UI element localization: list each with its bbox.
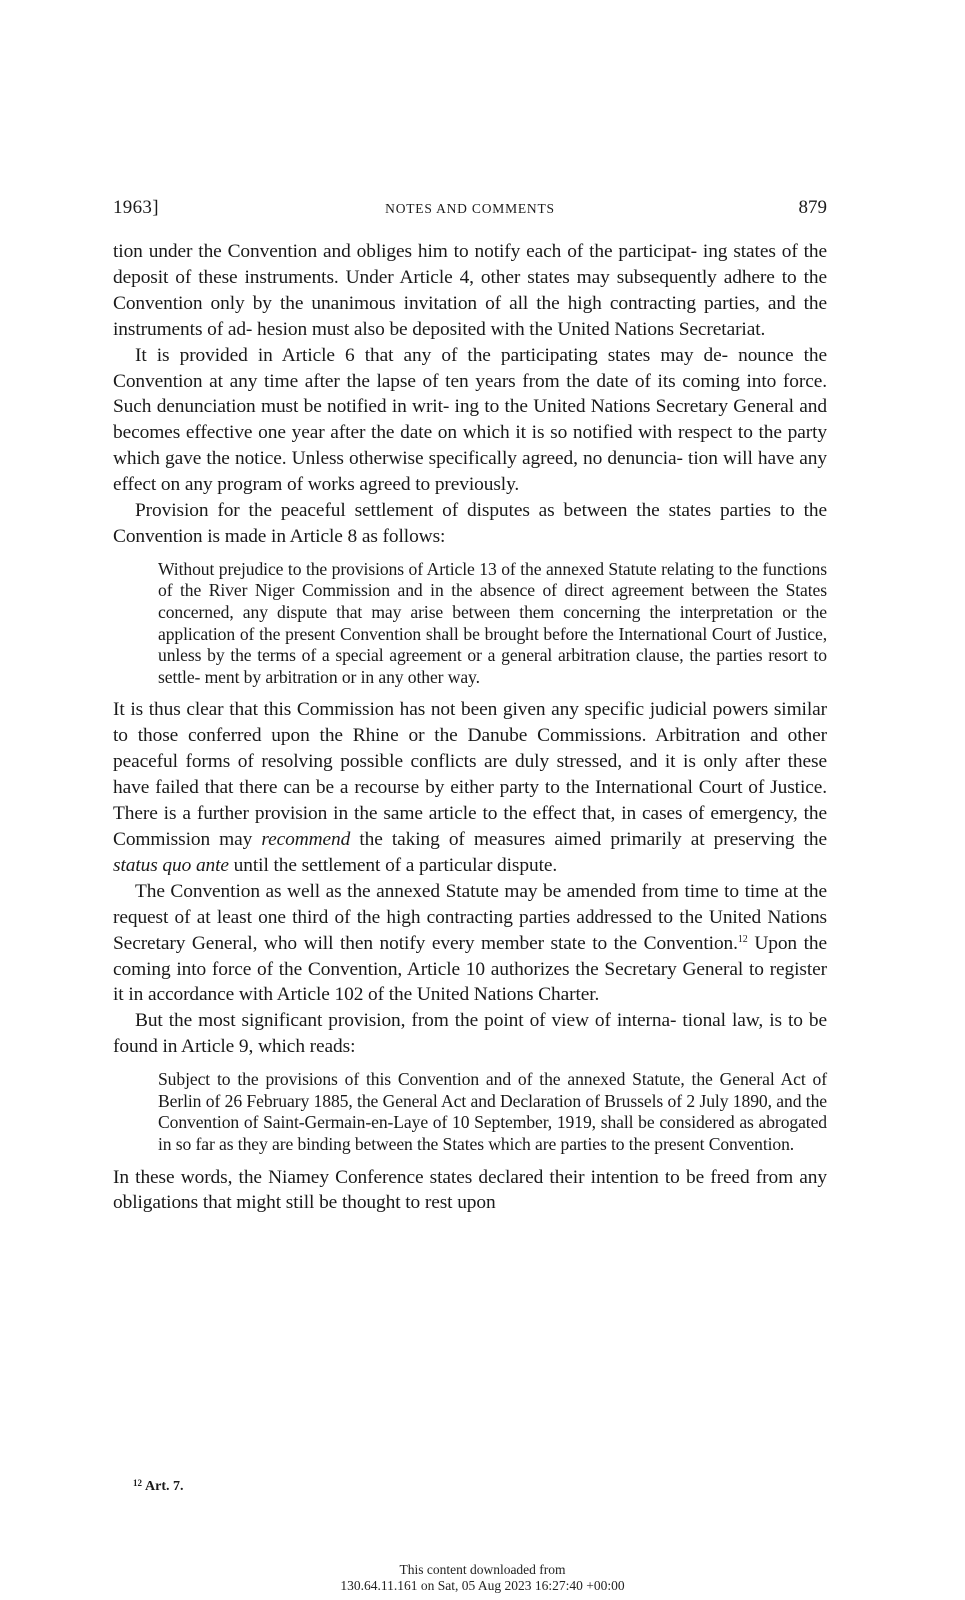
running-header <box>113 196 827 220</box>
block-quote-article-9: Subject to the provisions of this Convention and of the annexed Statute, the General Act of Berlin of 26 February 1885, the General Act and Declaration of Brussels of 2 July 1890, and the Convention of Saint-Germain-en-Laye of 10 September, 1919, shall be considered as abrogated in so far as they are binding between the States which are parties to the present Convention. <box>158 1069 827 1154</box>
paragraph-amendment: The Convention as well as the annexed Statute may be amended from time to time at the request of at least one third of the high contracting parties addressed to the United Nations Secretary General, who will then notify every member state to the Convention.$^{12}$ Upon the coming into force of the Convention, Article 10 authorizes the Secretary General to register it in accordance with Article 102 of the United Nations Charter. <box>113 880 827 1006</box>
paragraph-article-9-intro: But the most significant provision, from the point of view of interna- tional law, is to be found in Article 9, which reads: <box>113 1010 827 1058</box>
article-body <box>113 239 827 1216</box>
footnote-text: Art. 7. <box>145 1479 184 1494</box>
italic-recommend: recommend <box>261 828 351 850</box>
block-quote-article-8: Without prejudice to the provisions of Article 13 of the annexed Statute relating to the functions of the River Niger Commission and in the absence of direct agreement between the States concerned, any dispute that may arise between them concerning the interpretation or the application of the present Convention shall be brought before the International Court of Justice, unless by the terms of a special agreement or a general arbitration clause, the parties resort to settle- ment by arbitration or in any other way. <box>158 558 827 687</box>
paragraph-continuation: tion under the Convention and obliges him to notify each of the participat- ing states of the deposit of these instruments. Under Article 4, other states may subsequently adhere to the Convention only by the unanimous invitation of all the high contracting parties, and the instruments of ad- hesion must also be deposited with the United Nations Secretariat. <box>113 241 827 340</box>
header-year: 1963] <box>113 197 159 218</box>
paragraph-niamey-conference: In these words, the Niamey Conference states declared their intention to be freed from any obligations that might still be thought to rest upon <box>113 1166 827 1214</box>
footnote-12 <box>133 1474 184 1496</box>
footnote-number: 12 <box>133 1478 142 1488</box>
header-section-title: NOTES AND COMMENTS <box>385 201 555 216</box>
download-notice <box>0 1562 965 1594</box>
paragraph-article-6: It is provided in Article 6 that any of the participating states may de- nounce the Convention at any time after the lapse of ten years from the date of its coming into force. Such denunciation must be notified in writ- ing to the United Nations Secretary General and becomes effective one year after the date on which it is so notified with respect to the party which gave the notice. Unless otherwise specifically agreed, no denuncia- tion will have any effect on any program of works agreed to previously. <box>113 344 827 496</box>
download-notice-line-1: This content downloaded from <box>399 1562 566 1577</box>
download-notice-line-2: 130.64.11.161 on Sat, 05 Aug 2023 16:27:40 +00:00 <box>340 1578 625 1593</box>
italic-status-quo-ante: status quo ante <box>113 854 229 876</box>
footnote-reference[interactable]: 12 <box>737 933 748 945</box>
paragraph-article-8-intro: Provision for the peaceful settlement of disputes as between the states parties to the Convention is made in Article 8 as follows: <box>113 500 827 547</box>
paragraph-commission-powers: It is thus clear that this Commission has not been given any specific judicial powers similar to those conferred upon the Rhine or the Danube Commissions. Arbitration and other peaceful forms of resolving possible conflicts are duly stressed, and it is only after these have failed that there can be a recourse by either party to the International Court of Justice. There is a further provision in the same article to the effect that, in cases of emergency, the Commission may recommend the taking of measures aimed primarily at preserving the status quo ante until the settlement of a particular dispute. <box>113 699 827 876</box>
page-number: 879 <box>798 197 827 218</box>
